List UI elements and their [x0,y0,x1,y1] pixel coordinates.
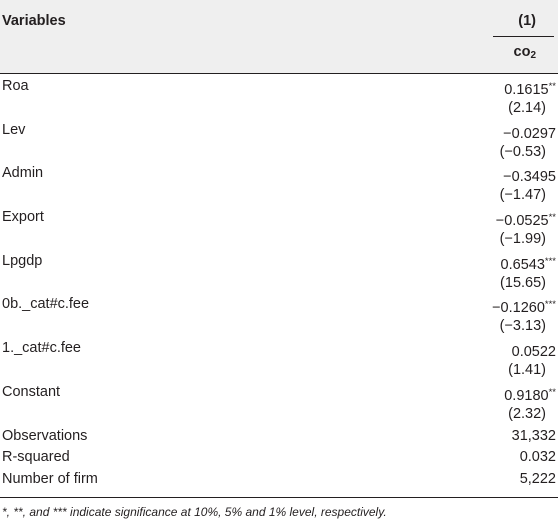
dependent-variable-subscript: 2 [530,50,536,61]
table-row [0,185,558,207]
table-row [0,76,558,98]
coefficient-value: 0.1615 [504,82,549,98]
header-bottom-rule [0,73,558,74]
variable-label: Roa [2,78,29,94]
variable-label: 0b._cat#c.fee [2,296,90,313]
statistic-label: Observations [2,427,88,444]
variable-label: Export [2,209,44,226]
dependent-variable-header [514,44,536,61]
significance-stars: ** [548,81,556,92]
statistic-label: R-squared [2,449,70,466]
statistic-value: 0.032 [519,449,556,466]
t-statistic: (−0.53) [499,143,546,160]
table-row [0,469,558,491]
table-row [0,273,558,295]
table-row [0,120,558,142]
significance-stars: *** [544,255,556,267]
coefficient-value: 0.6543 [500,256,545,273]
table-row [0,294,558,316]
significance-stars: ** [548,386,556,398]
t-statistic: (2.32) [508,405,546,422]
table-row [0,404,558,426]
statistic-value: 5,222 [519,471,556,488]
variables-column-header: Variables [2,13,66,29]
t-statistic: (15.65) [500,274,546,291]
significance-note: *, **, and *** indicate significance at 10%, 5% and 1% level, respectively. [2,505,387,519]
t-statistic: (−3.13) [499,318,546,335]
table-row [0,98,558,120]
coefficient-value: 0.0522 [511,344,556,361]
table-row [0,360,558,382]
t-statistic: (1.41) [508,361,546,378]
table-row [0,163,558,185]
significance-stars: ** [548,212,556,224]
variable-label: Admin [2,165,44,182]
variable-label: Lev [2,121,26,138]
variable-label: 1._cat#c.fee [2,340,81,357]
variable-label: Lpgdp [2,252,43,269]
coefficient-value: −0.0525 [495,213,549,230]
t-statistic: (−1.99) [499,230,546,247]
table-row [0,142,558,164]
statistic-value: 31,332 [511,427,556,444]
coefficient-value: 0.9180 [504,387,549,404]
table-row [0,447,558,469]
table-row [0,316,558,338]
variable-label: Constant [2,383,61,400]
t-statistic: (2.14) [508,99,546,116]
dependent-variable-name: co [513,44,531,60]
table-bottom-rule [0,497,558,498]
table-row [0,207,558,229]
t-statistic: (−1.47) [499,187,546,204]
model-column-number: (1) [518,13,536,29]
significance-stars: *** [544,299,556,311]
statistic-label: Number of firm [2,471,98,488]
coefficient-value: −0.0297 [503,125,556,142]
table-body [0,76,558,491]
table-row [0,338,558,360]
table-header [0,0,558,73]
table-row [0,251,558,273]
header-divider [493,36,554,37]
table-row [0,229,558,251]
coefficient-value: −0.3495 [503,169,556,186]
table-row [0,426,558,448]
coefficient-value: −0.1260 [492,300,545,317]
table-row [0,382,558,404]
